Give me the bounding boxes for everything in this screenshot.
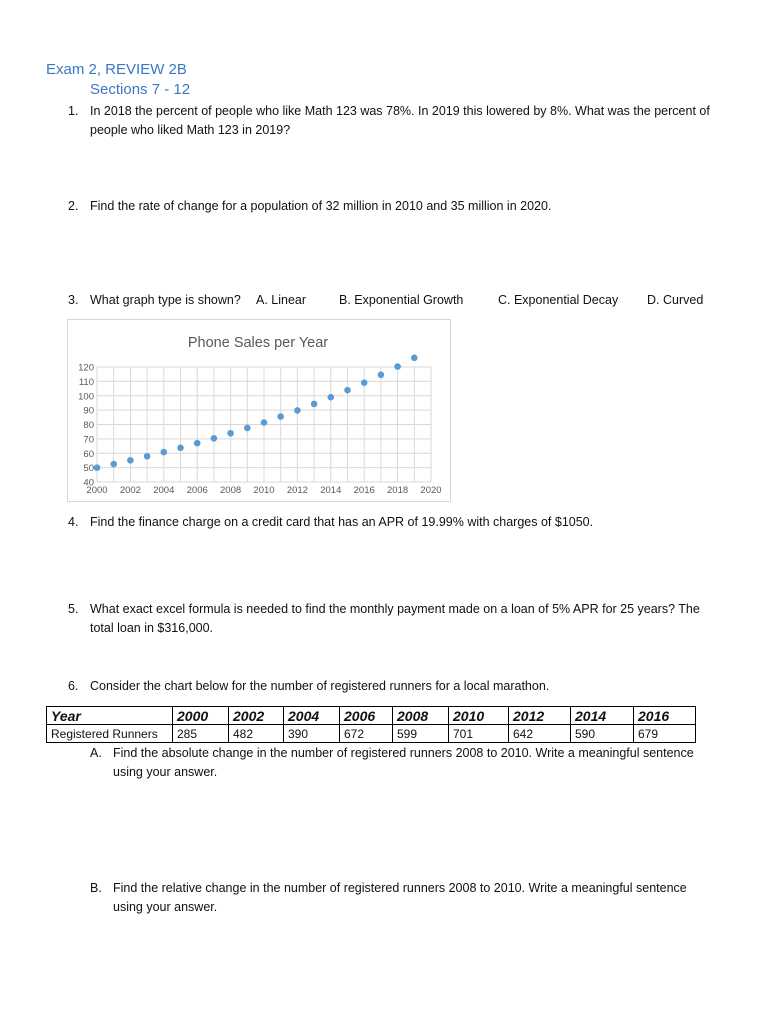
x-tick-label: 2016 <box>353 485 375 496</box>
x-tick-label: 2006 <box>186 485 208 496</box>
table-header-cell: 2006 <box>340 707 393 725</box>
exam-title: Exam 2, REVIEW 2B <box>46 61 187 78</box>
question-text-line: Find the finance charge on a credit card that has an APR of 19.99% with charges of $1050. <box>90 515 594 529</box>
table-cell: 285 <box>173 725 229 743</box>
question-text-line: Consider the chart below for the number of registered runners for a local marathon. <box>90 679 550 693</box>
y-tick-label: 40 <box>83 477 94 489</box>
table-cell: 701 <box>449 725 509 743</box>
question-number: 6. <box>68 679 79 693</box>
subpart-a <box>90 744 750 784</box>
data-point <box>244 425 251 432</box>
question-6 <box>68 677 748 697</box>
table-row <box>47 725 696 743</box>
data-point <box>110 461 117 468</box>
x-tick-label: 2018 <box>387 485 409 496</box>
data-point <box>194 440 201 447</box>
y-tick-labels <box>78 363 94 489</box>
y-tick-label: 60 <box>83 448 94 460</box>
data-point <box>411 355 418 362</box>
y-tick-label: 50 <box>83 463 94 475</box>
table-header-cell: 2004 <box>284 707 340 725</box>
data-point <box>378 371 385 378</box>
question-number: 5. <box>68 602 79 616</box>
data-point <box>211 435 218 442</box>
y-tick-label: 110 <box>78 376 94 388</box>
data-point <box>344 387 351 394</box>
y-tick-label: 80 <box>83 420 94 431</box>
subpart-text-line: using your answer. <box>113 900 218 914</box>
subpart-label: B. <box>90 881 102 895</box>
chart-svg <box>68 320 450 501</box>
table-header-cell: 2000 <box>173 707 229 725</box>
x-tick-label: 2002 <box>119 485 141 496</box>
data-point <box>94 464 101 471</box>
question-text-line: In 2018 the percent of people who like Math 123 was 78%. In 2019 this lowered by 8%. What was the percent of <box>90 104 710 118</box>
data-point <box>394 363 401 370</box>
data-point <box>227 430 234 437</box>
data-point <box>127 457 134 464</box>
data-point <box>144 453 151 460</box>
question-text-line: total loan in $316,000. <box>90 621 214 635</box>
x-tick-label: 2008 <box>220 485 242 496</box>
question-number: 4. <box>68 515 79 529</box>
data-point <box>261 419 268 426</box>
question-text-line: What exact excel formula is needed to find the monthly payment made on a loan of 5% APR for 25 years? The <box>90 602 700 616</box>
question-4 <box>68 513 748 533</box>
chart-title: Phone Sales per Year <box>187 335 329 351</box>
option-b: B. Exponential Growth <box>339 293 464 307</box>
x-tick-label: 2004 <box>153 485 175 496</box>
subpart-b <box>90 879 750 919</box>
option-c: C. Exponential Decay <box>498 293 619 307</box>
question-1 <box>68 102 748 142</box>
question-3 <box>68 291 748 311</box>
data-point <box>277 413 284 420</box>
table-cell: 642 <box>509 725 571 743</box>
question-text-line: Find the rate of change for a population of 32 million in 2010 and 35 million in 2020. <box>90 199 552 213</box>
x-tick-label: 2000 <box>86 485 108 496</box>
y-tick-label: 90 <box>83 405 94 417</box>
question-text-line: people who liked Math 123 in 2019? <box>90 123 291 137</box>
y-tick-label: 70 <box>83 434 94 446</box>
data-point <box>328 394 335 401</box>
x-tick-label: 2012 <box>286 485 308 496</box>
table-header-cell: 2012 <box>509 707 571 725</box>
subpart-label: A. <box>90 746 102 760</box>
y-tick-label: 100 <box>78 391 94 403</box>
subpart-text-line: using your answer. <box>113 765 218 779</box>
table-row-label: Registered Runners <box>47 725 173 743</box>
table-header-cell: 2010 <box>449 707 509 725</box>
y-tick-label: 120 <box>78 362 94 374</box>
question-number: 3. <box>68 293 79 307</box>
subpart-text-line: Find the absolute change in the number of registered runners 2008 to 2010. Write a meaningful sentence <box>113 746 694 760</box>
table-header-cell: 2008 <box>393 707 449 725</box>
question-text: What graph type is shown? <box>90 293 241 307</box>
table-header-cell: 2016 <box>634 707 696 725</box>
table-cell: 672 <box>340 725 393 743</box>
table-header-row <box>47 707 696 725</box>
table-cell: 390 <box>284 725 340 743</box>
data-point <box>311 401 318 408</box>
option-a: A. Linear <box>256 293 307 307</box>
runners-table <box>46 706 696 743</box>
data-point <box>161 449 168 456</box>
table-header-cell: 2014 <box>571 707 634 725</box>
table-cell: 679 <box>634 725 696 743</box>
phone-sales-chart <box>67 319 451 502</box>
table-cell: 482 <box>229 725 284 743</box>
data-point <box>177 444 184 451</box>
table-cell: 599 <box>393 725 449 743</box>
question-5 <box>68 600 748 640</box>
option-d: D. Curved <box>647 293 704 307</box>
data-point <box>294 407 301 414</box>
x-tick-label: 2010 <box>253 485 275 496</box>
subpart-text-line: Find the relative change in the number of registered runners 2008 to 2010. Write a meaningful sentence <box>113 881 687 895</box>
question-number: 1. <box>68 104 79 118</box>
table-header-cell: 2002 <box>229 707 284 725</box>
x-tick-labels <box>86 485 441 496</box>
question-2 <box>68 197 748 217</box>
question-number: 2. <box>68 199 79 213</box>
table-header-cell: Year <box>47 707 173 725</box>
table-cell: 590 <box>571 725 634 743</box>
x-tick-label: 2020 <box>420 485 442 496</box>
sections-subtitle: Sections 7 - 12 <box>90 81 191 98</box>
data-point <box>361 379 368 386</box>
x-tick-label: 2014 <box>320 485 342 496</box>
